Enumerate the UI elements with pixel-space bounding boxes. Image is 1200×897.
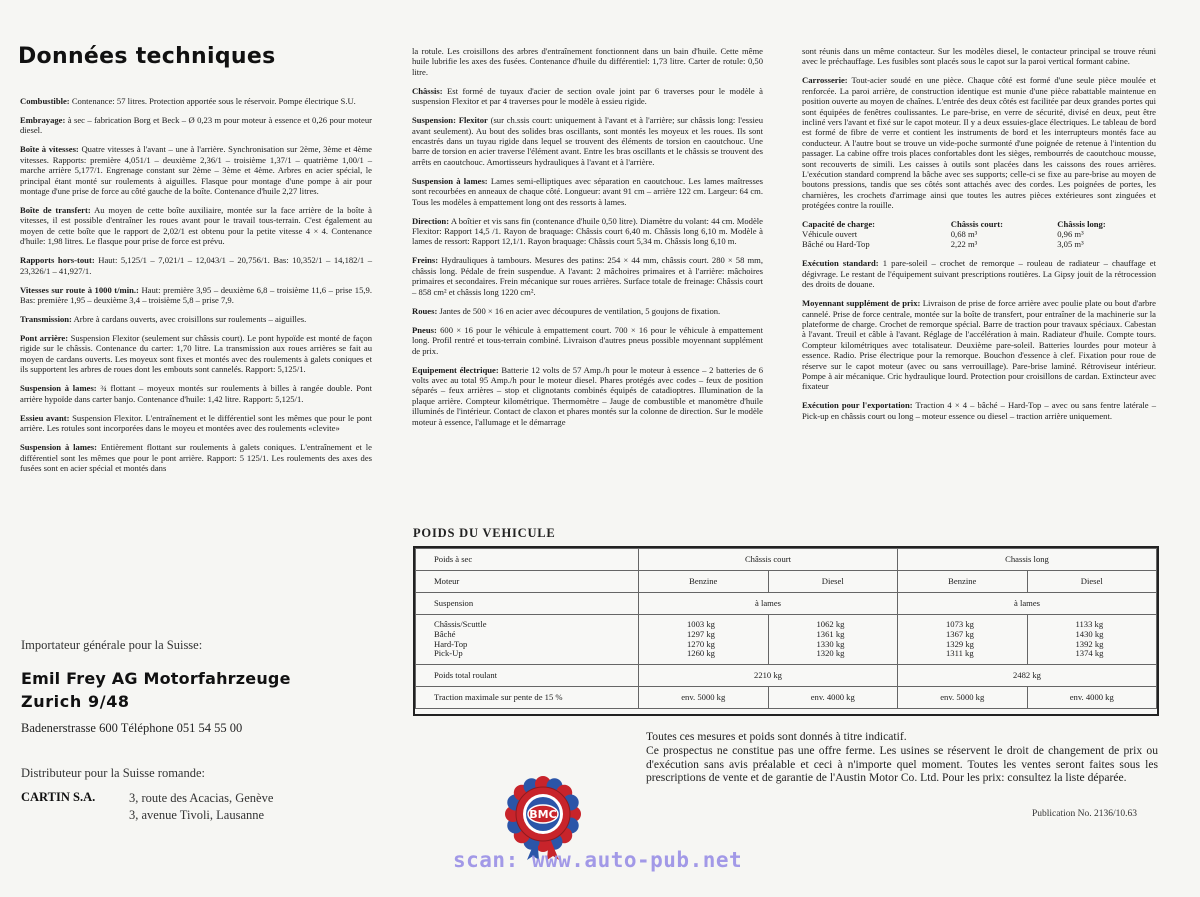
spec-paragraph (412, 216, 763, 247)
spec-label: Moyennant supplément de prix: (802, 298, 921, 309)
weights-long-benzine (898, 615, 1028, 665)
spec-label: Equipement électrique: (412, 364, 499, 375)
spec-paragraph (412, 306, 763, 316)
capacity-cell: 3,05 m³ (1057, 239, 1084, 250)
spec-paragraph (802, 400, 1156, 421)
spec-text: Au moyen de cette boîte auxiliaire, montée sur la face arrière de la boîte à vitesses, il est possible d'entraîner les roues avant pour le travail tous-terrain. C'est également au moyen de cette boîte que le rapport de 2,02/1 est obtenu pour la petite vitesse 4 × 4. Contenance d'huile: 1,98 litres. Le flasque pour prise de force est prévu. (20, 205, 372, 247)
spec-label: Suspension: Flexitor (412, 115, 488, 126)
spec-paragraph (802, 46, 1156, 67)
spec-text: Lames semi-elliptiques avec séparation en caoutchouc. Les lames maîtresses sont recourbées en anneaux de chaque côté. Longueur: avant 91 cm – arrière 122 cm. Largeur: 64 cm. Tous les modèles à empattement long ont des ressorts à lames. (412, 175, 764, 207)
spec-text: Suspension Flexitor. L'entraînement et le différentiel sont les mêmes que pour le pont arrière. Les rotules sont incorporées dans le moyeu et montées avec des roulements «clevite» (20, 412, 372, 434)
spec-paragraph (412, 86, 763, 107)
model-label: Pick-Up (434, 648, 463, 659)
weights-long-diesel (1027, 615, 1157, 665)
spec-paragraph (802, 258, 1156, 289)
weights-court-benzine (639, 615, 769, 665)
header-chassis-court: Châssis court (639, 549, 898, 571)
row-label: Suspension (416, 593, 639, 615)
weight-value: 1320 kg (816, 648, 845, 659)
capacity-cell: 0,68 m³ (950, 229, 978, 240)
spec-label: Combustible: (20, 96, 70, 106)
spec-label: Suspension à lames: (412, 175, 488, 186)
spec-paragraph (20, 115, 372, 136)
spec-text: Livraison de prise de force arrière avec poulie plate ou bout d'arbre cannelé. Prise de force centrale, montée sur la boîte de transfert, pour entraîner de la machinerie sur la plateforme de charge. Crochet de remorque spécial. Barre de traction pour travaux spéciaux. Cabestan à l'avant. Treuil et câble à l'avant. Réglage de l'accélération à main. Radiateur d'huile. Compte tours. Compteur kilométriques avec totalisateur. Deuxième pare-soleil. Batteries lourdes pour moteur à essence. Radio. Prise électrique pour la remorque. Bouchon d'essence à clef. Fixation pour roue de réserve sur le capot moteur (avec ou sans verrouillage). Pare-brise laminé. Rétroviseur intérieur. Pompe à air mécanique. Cric hydraulique lourd. Protection pour croisillons de cardan. Extincteur avec fixateur (802, 298, 1156, 392)
importer-city: Zurich 9/48 (21, 692, 130, 711)
spec-text: Est formé de tuyaux d'acier de section ovale joint par 6 traverses pour le modèle à suspension Flexitor et par 4 traverses pour le modèle à essieu rigide. (412, 85, 763, 107)
spec-paragraph (20, 413, 372, 434)
spec-text: Jantes de 500 × 16 en acier avec découpures de ventilation, 5 goujons de fixation. (439, 305, 721, 316)
spec-text: Hydrauliques à tambours. Mesures des patins: 254 × 44 mm, châssis court. 280 × 58 mm, châssis long. Pédale de frein suspendue. A l'avant: 2 mâchoires primaires et à l'arrière: mâchoires primaires et secondaires. Frein mécanique sur roues arrières. Surface totale de freinage: Châssis court – 858 cm² et châssis long 1220 cm². (412, 255, 764, 297)
column-middle (412, 46, 763, 436)
spec-label: Pneus: (412, 324, 437, 335)
capacity-cell: Bâché ou Hard-Top (802, 239, 870, 250)
weight-value: 1297 kg (687, 628, 715, 639)
traction-cell: env. 5000 kg (898, 687, 1028, 709)
weight-value: 1062 kg (816, 619, 845, 630)
spec-paragraph (20, 205, 372, 247)
weight-value: 1392 kg (1075, 638, 1104, 649)
spec-paragraph (20, 314, 372, 324)
spec-paragraph (20, 255, 372, 276)
logo-text: BMC (529, 808, 557, 821)
weight-value: 1374 kg (1075, 648, 1104, 659)
column-left (20, 96, 372, 482)
spec-label: Châssis: (412, 85, 443, 96)
spec-label: Transmission: (20, 314, 72, 325)
spec-paragraph (20, 333, 372, 375)
spec-label: Rapports hors-tout: (20, 255, 95, 266)
header-diesel: Diesel (768, 571, 898, 593)
spec-text: la rotule. Les croisillons des arbres d'entraînement fonctionnent dans un bain d'huile. Cette même huile lubrifie les axes des fusées. Contenance d'huile du différentiel: 1,73 litre. Carter de rotule: 0,50 litre. (412, 46, 763, 77)
weight-value: 1003 kg (687, 619, 715, 630)
model-list (416, 615, 639, 665)
capacity-cell: 0,96 m³ (1057, 229, 1084, 240)
row-label: Poids total roulant (416, 665, 639, 687)
page-title: Données techniques (18, 44, 276, 69)
weight-value: 1270 kg (687, 638, 715, 649)
spec-paragraph (802, 75, 1156, 210)
spec-text: (sur ch.ssis court: uniquement à l'avant et à l'arrière; sur châssis long: l'essieu avant seulement). Au bout des solides bras oscillants, sont montés les moyeux et les roues. Ils sont encastrés dans un tuyau rigide dans lequel se trouvent des éléments de torsion en caoutchouc. Une barre de torsion en acier traverse l'élément avant. Entre les bras oscillants et le châssis se trouvent des arrêts en caoutchouc. Amortisseurs hydrauliques à l'avant et à l'arrière. (412, 115, 763, 167)
traction-cell: env. 4000 kg (1027, 687, 1157, 709)
spec-paragraph (412, 325, 763, 356)
spec-paragraph (20, 383, 372, 404)
footnote-line: Toutes ces mesures et poids sont donnés à titre indicatif. (646, 730, 907, 743)
capacity-header: Châssis court: (950, 219, 1004, 230)
header-benzine: Benzine (898, 571, 1028, 593)
spec-text: 600 × 16 pour le véhicule à empattement court. 700 × 16 pour le véhicule à empattement long. Profil rentré et tous-terrain combiné. Livraison d'autres pneus possible moyennant supplément de prix. (412, 324, 763, 356)
distributor-address: 3, route des Acacias, Genève (129, 791, 274, 805)
spec-label: Roues: (412, 305, 438, 316)
weight-value: 1329 kg (946, 638, 974, 649)
spec-text: Haut: 5,125/1 – 7,021/1 – 12,043/1 – 20,756/1. Bas: 10,352/1 – 14,182/1 – 23,326/1 – 41,927/1. (20, 255, 372, 276)
spec-paragraph (20, 96, 372, 106)
suspension-cell: à lames (639, 593, 898, 615)
spec-paragraph (412, 365, 763, 427)
row-label: Poids à sec (416, 549, 639, 571)
model-label: Châssis/Scuttle (434, 619, 487, 630)
importer-name: Emil Frey AG Motorfahrzeuge (21, 669, 291, 688)
model-label: Hard-Top (434, 638, 468, 649)
traction-cell: env. 5000 kg (639, 687, 769, 709)
spec-text: Haut: première 3,95 – deuxième 6,8 – troisième 11,6 – prise 15,9. Bas: première 1,95 – deuxième 3,4 – troisième 5,8 – prise 7,9. (20, 284, 372, 306)
spec-paragraph (412, 176, 763, 207)
header-chassis-long: Chassis long (898, 549, 1157, 571)
weight-value: 1367 kg (946, 628, 974, 639)
spec-label: Pont arrière: (20, 333, 69, 344)
importer-block (21, 638, 381, 736)
suspension-cell: à lames (898, 593, 1157, 615)
row-label: Traction maximale sur pente de 15 % (416, 687, 639, 709)
spec-text: à sec – fabrication Borg et Beck – Ø 0,23 m pour moteur à essence et 0,26 pour moteur diesel. (20, 115, 372, 136)
spec-paragraph (412, 115, 763, 167)
spec-text: Suspension Flexitor (seulement sur châssis court). Le pont hypoïde est monté de façon rigide sur le châssis. Contenance du carter: 1,70 litre. La transmission aux roues arrières se fait au moyen de cardans ouverts. Les moyeux sont fixes et montés avec des roulements à galets coniques et ils supportent les arbres de roues dont les embouts sont cannelés. Rapport: 5,125/1. (20, 333, 372, 375)
weight-value: 1330 kg (816, 638, 845, 649)
capacity-header: Châssis long: (1057, 219, 1106, 230)
model-label: Bâché (434, 628, 456, 639)
spec-label: Carrosserie: (802, 75, 848, 86)
importer-label: Importateur générale pour la Suisse: (21, 638, 203, 652)
spec-label: Embrayage: (20, 115, 66, 125)
spec-text: Tout-acier soudé en une pièce. Chaque côté est formé d'une seule pièce moulée et renforcée. La paroi arrière, de construction identique est munie d'une pièce rabattable maintenue en position ouverte au moyen de chaînes. L'entrée des deux côtés est facilitée par deux grandes portes qui sont équipées de fenêtres coulissantes. Le pare-brise, en verre de sécurité, divisé en deux, peut être incliné vers l'avant et fixé sur le capot moteur. Il y a deux essuies-glace électriques. Le tableau de bord est formé de fibre de verre et contient les instruments de bord et les interrupteurs montés face au conducteur. A l'autre bout se trouve un vide-poche surmonté d'une poignée de retenue à l'intention du passager. La cabine offre trois places confortables dont les sièges, rembourrés de caoutchouc mousse, sont recouverts de simili. Les caisses à outils sont placées dans les caissons des roues arrières. L'exécution standard comprend la bâche avec ses supports; celle-ci se fixe au pare-brise au moyen de boutons pressions, tandis que ses côtés sont attachés avec des cordes. Les poignées de portes, les charnières, les crochets d'arrimage ainsi que toutes les autres pièces extérieures sont zinguées et protégées contre la rouille. (802, 75, 1157, 211)
header-diesel: Diesel (1027, 571, 1157, 593)
spec-text: Traction 4 × 4 – bâché – Hard-Top – avec ou sans fentre latérale – Pick-up en châssis court ou long – moteur essence ou diesel – traction arrière uniquement. (802, 400, 1156, 421)
row-label: Moteur (416, 571, 639, 593)
spec-paragraph (20, 144, 372, 196)
spec-text: ¾ flottant – moyeux montés sur roulements à billes à rangée double. Pont arrière hypoïde dans carter banjo. Contenance d'huile: 1,42 litre. Rapport: 5,125/1. (20, 383, 372, 404)
spec-paragraph (412, 255, 763, 297)
total-long: 2482 kg (898, 665, 1157, 687)
total-court: 2210 kg (639, 665, 898, 687)
spec-paragraph (412, 46, 763, 77)
importer-address: Badenerstrasse 600 Téléphone 051 54 55 00 (21, 721, 243, 735)
weights-court-diesel (768, 615, 898, 665)
distributor-block (21, 766, 381, 824)
spec-label: Vitesses sur route à 1000 t/min.: (20, 284, 139, 295)
weights-table (413, 546, 1159, 716)
capacity-table (802, 219, 1156, 249)
spec-text: Contenance: 57 litres. Protection apportée sous le réservoir. Pompe électrique S.U. (71, 96, 356, 106)
distributor-name: CARTIN S.A. (21, 790, 96, 804)
spec-text: Entièrement flottant sur roulements à galets coniques. L'entraînement et le différentiel sont les mêmes que pour le pont arrière. Rapport: 5 125/1. Les roulements des axes des fusées sont en acier spécial et montés dans (20, 442, 372, 473)
header-benzine: Benzine (639, 571, 769, 593)
column-right (802, 46, 1156, 430)
weight-value: 1430 kg (1075, 628, 1104, 639)
weight-value: 1073 kg (946, 619, 974, 630)
spec-text: sont réunis dans un même contacteur. Sur les modèles diesel, le contacteur principal se trouve réuni avec le préchauffage. Les fusibles sont placés sous le capot sur la paroi vertical formant cabine. (802, 46, 1156, 67)
publication-number: Publication No. 2136/10.63 (1032, 809, 1138, 819)
spec-label: Suspension à lames: (20, 442, 98, 453)
spec-label: Direction: (412, 215, 450, 226)
spec-label: Freins: (412, 255, 439, 266)
scan-watermark: scan: www.auto-pub.net (453, 848, 743, 872)
spec-label: Essieu avant: (20, 412, 70, 423)
footnote (646, 730, 1158, 785)
spec-label: Exécution standard: (802, 258, 879, 269)
spec-label: Boîte à vitesses: (20, 144, 79, 155)
capacity-cell: 2,22 m³ (950, 239, 978, 250)
spec-paragraph (20, 285, 372, 306)
weight-value: 1311 kg (946, 648, 974, 659)
footnote-paragraph: Ce prospectus ne constitue pas une offre ferme. Les usines se réservent le droit de changement de prix ou d'exécution sans avis préalable et ceci à n'importe quel moment. Toutes les ventes seront faites sous les prescriptions de vente et de garantie de l'Austin Motor Co. Ltd. Pour les prix: consultez la liste déparée. (646, 743, 1158, 785)
weights-title: POIDS DU VEHICULE (413, 526, 556, 540)
distributor-label: Distributeur pour la Suisse romande: (21, 766, 205, 780)
weight-value: 1133 kg (1075, 619, 1104, 630)
spec-text: Quatre vitesses à l'avant – une à l'arrière. Synchronisation sur 2ème, 3ème et 4ème vitesses. Rapports: première 4,051/1 – deuxième 2,36/1 – troisième 1,37/1 – quatrième 1,00/1 – marche arrière 5,177/1. Engrenage constant sur 2ème – 3ème et 4ème. Arbres en acier spécial, le principal étant monté sur roulements à aiguilles. Flasque pour montage d'une pompe à air pour montage d'une prise de force au côté gauche de la boîte. Contenance d'huile 2,27 litres. (20, 144, 372, 197)
spec-text: A boîtier et vis sans fin (contenance d'huile 0,50 litre). Diamètre du volant: 44 cm. Modèle Flexitor: Rapport 14,5 /1. Rayon de braquage: Châssis court 6,40 m. Châssis long 6,10 m. Modèle à lames de ressort: Rapport 12,1/1. Rayon braquage: Châssis court 5,34 m. Châssis long 6,10 m. (412, 215, 763, 247)
spec-paragraph (802, 298, 1156, 392)
weight-value: 1260 kg (687, 648, 715, 659)
spec-label: Exécution pour l'exportation: (802, 400, 913, 411)
weight-value: 1361 kg (816, 628, 845, 639)
spec-text: Arbre à cardans ouverts, avec croisillons sur roulements – aiguilles. (73, 314, 307, 325)
spec-text: Batterie 12 volts de 57 Amp./h pour le moteur à essence – 2 batteries de 6 volts avec au total 95 Amp./h pour le moteur diesel. Phares protégés avec codes – feux de position séparés – feux arrières – stop et clignotants combinés équipés de catadioptres. Illumination de la plaque arrière. Compteur kilométrique. Thermomètre – Jauge de combustible et manomètre d'huile illuminés de l'intérieur. Contact de claxon et phares montés sur la colonne de direction. Sur le modèle moteur à essence, l'allumage et le démarrage (412, 364, 764, 427)
spec-text: 1 pare-soleil – crochet de remorque – rouleau de radiateur – chauffage et dégivrage. Le restant de l'équipement suivant prescriptions routières. La Gipsy jouit de la rétrocession des droits de douane. (802, 258, 1156, 290)
spec-label: Suspension à lames: (20, 383, 97, 394)
capacity-header: Capacité de charge: (802, 219, 876, 230)
distributor-address: 3, avenue Tivoli, Lausanne (129, 808, 265, 822)
capacity-cell: Véhicule ouvert (802, 229, 858, 240)
spec-label: Boîte de transfert: (20, 205, 91, 216)
traction-cell: env. 4000 kg (768, 687, 898, 709)
spec-paragraph (20, 442, 372, 473)
